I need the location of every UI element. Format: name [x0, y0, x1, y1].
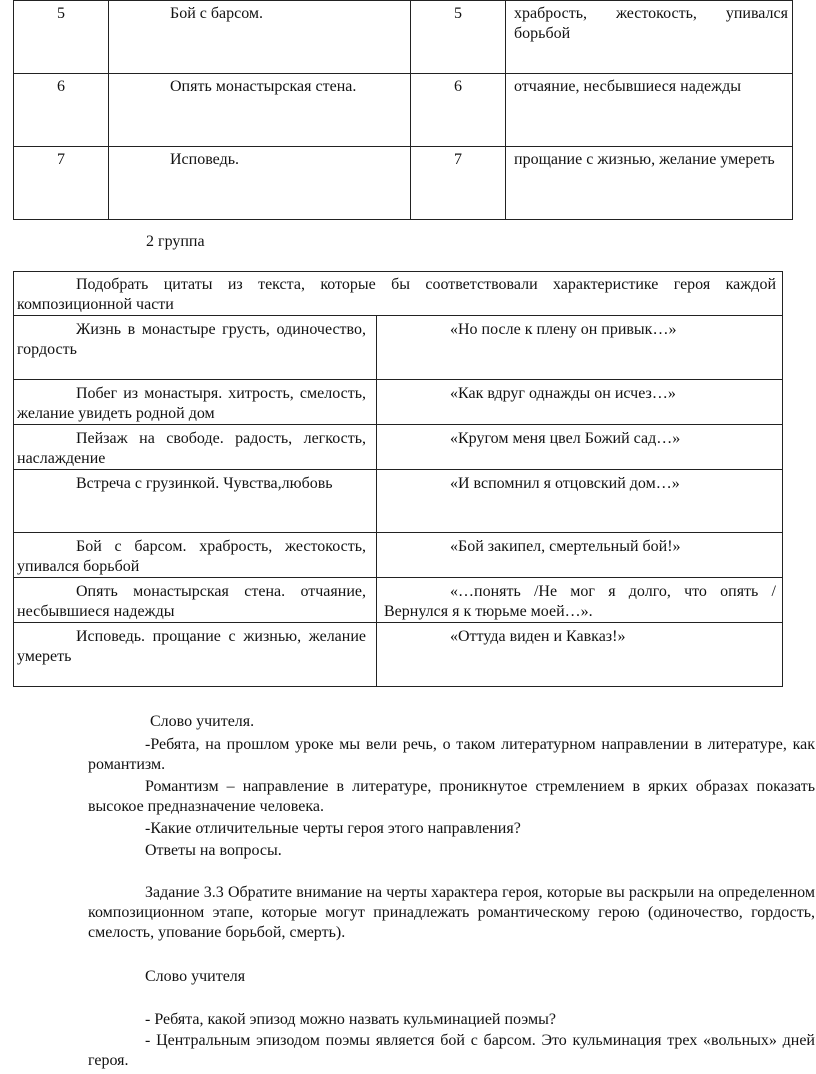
teacher-word-heading: Слово учителя: [145, 968, 246, 985]
phase-number: 6: [411, 74, 506, 147]
phase-name: Бой с барсом.: [109, 1, 411, 74]
phase-description: храбрость, жестокость, упивался борьбой: [506, 1, 793, 74]
table-row: [14, 470, 783, 533]
phase-number: 5: [14, 1, 109, 74]
phase-name: Исповедь.: [109, 147, 411, 220]
table-row: [14, 316, 783, 380]
group-label: 2 группа: [146, 233, 205, 250]
phase-description: прощание с жизнью, желание умереть: [506, 147, 793, 220]
paragraph: Романтизм – направление в литературе, проникнутое стремлением в ярких образах показать высокое предназначение человека.: [88, 778, 815, 815]
phase-description: отчаяние, несбывшиеся надежды: [506, 74, 793, 147]
table-row: [14, 380, 783, 425]
phase-number: 5: [411, 1, 506, 74]
phase-number: 6: [14, 74, 109, 147]
quote-cell: «Бой закипел, смертельный бой!»: [377, 533, 783, 578]
quote-cell: «Как вдруг однажды он исчез…»: [377, 380, 783, 425]
table-row: [14, 578, 783, 623]
paragraph: Ответы на вопросы.: [145, 842, 282, 859]
trait-cell: Исповедь. прощание с жизнью, желание умереть: [14, 623, 377, 687]
phase-number: 7: [14, 147, 109, 220]
paragraph: -Ребята, на прошлом уроке мы вели речь, о таком литературном направлении в литературе, как романтизм.: [88, 736, 815, 773]
teacher-word-heading: Слово учителя.: [150, 713, 255, 730]
table-row: [14, 425, 783, 470]
paragraph: - Ребята, какой эпизод можно назвать кульминацией поэмы?: [145, 1011, 556, 1028]
table-header-row: [14, 272, 783, 316]
table-row: [14, 74, 793, 147]
trait-cell: Опять монастырская стена. отчаяние, несбывшиеся надежды: [14, 578, 377, 623]
quote-cell: «Но после к плену он привык…»: [377, 316, 783, 380]
paragraph: -Какие отличительные черты героя этого направления?: [145, 820, 521, 837]
quotes-table: [13, 271, 783, 687]
table-row: [14, 623, 783, 687]
table-row: [14, 1, 793, 74]
task-paragraph: Задание 3.3 Обратите внимание на черты характера героя, которые вы раскрыли на определенном композиционном этапе, которые могут принадлежать романтическому герою (одиночество, гордость, смелость, упование борьбой, смерть).: [88, 884, 815, 941]
quote-cell: «Кругом меня цвел Божий сад…»: [377, 425, 783, 470]
trait-cell: Встреча с грузинкой. Чувства,любовь: [14, 470, 377, 533]
phases-table: [13, 0, 793, 220]
table-header: Подобрать цитаты из текста, которые бы соответствовали характеристике героя каждой композиционной части: [14, 272, 783, 316]
phase-number: 7: [411, 147, 506, 220]
trait-cell: Жизнь в монастыре грусть, одиночество, гордость: [14, 316, 377, 380]
phase-name: Опять монастырская стена.: [109, 74, 411, 147]
paragraph: - Центральным эпизодом поэмы является бой с барсом. Это кульминация трех «вольных» дней героя.: [88, 1032, 815, 1069]
quote-cell: «…понять /Не мог я долго, что опять / Вернулся я к тюрьме моей…».: [377, 578, 783, 623]
table-row: [14, 147, 793, 220]
quote-cell: «И вспомнил я отцовский дом…»: [377, 470, 783, 533]
trait-cell: Побег из монастыря. хитрость, смелость, желание увидеть родной дом: [14, 380, 377, 425]
trait-cell: Пейзаж на свободе. радость, легкость, наслаждение: [14, 425, 377, 470]
table-row: [14, 533, 783, 578]
quote-cell: «Оттуда виден и Кавказ!»: [377, 623, 783, 687]
trait-cell: Бой с барсом. храбрость, жестокость, упивался борьбой: [14, 533, 377, 578]
